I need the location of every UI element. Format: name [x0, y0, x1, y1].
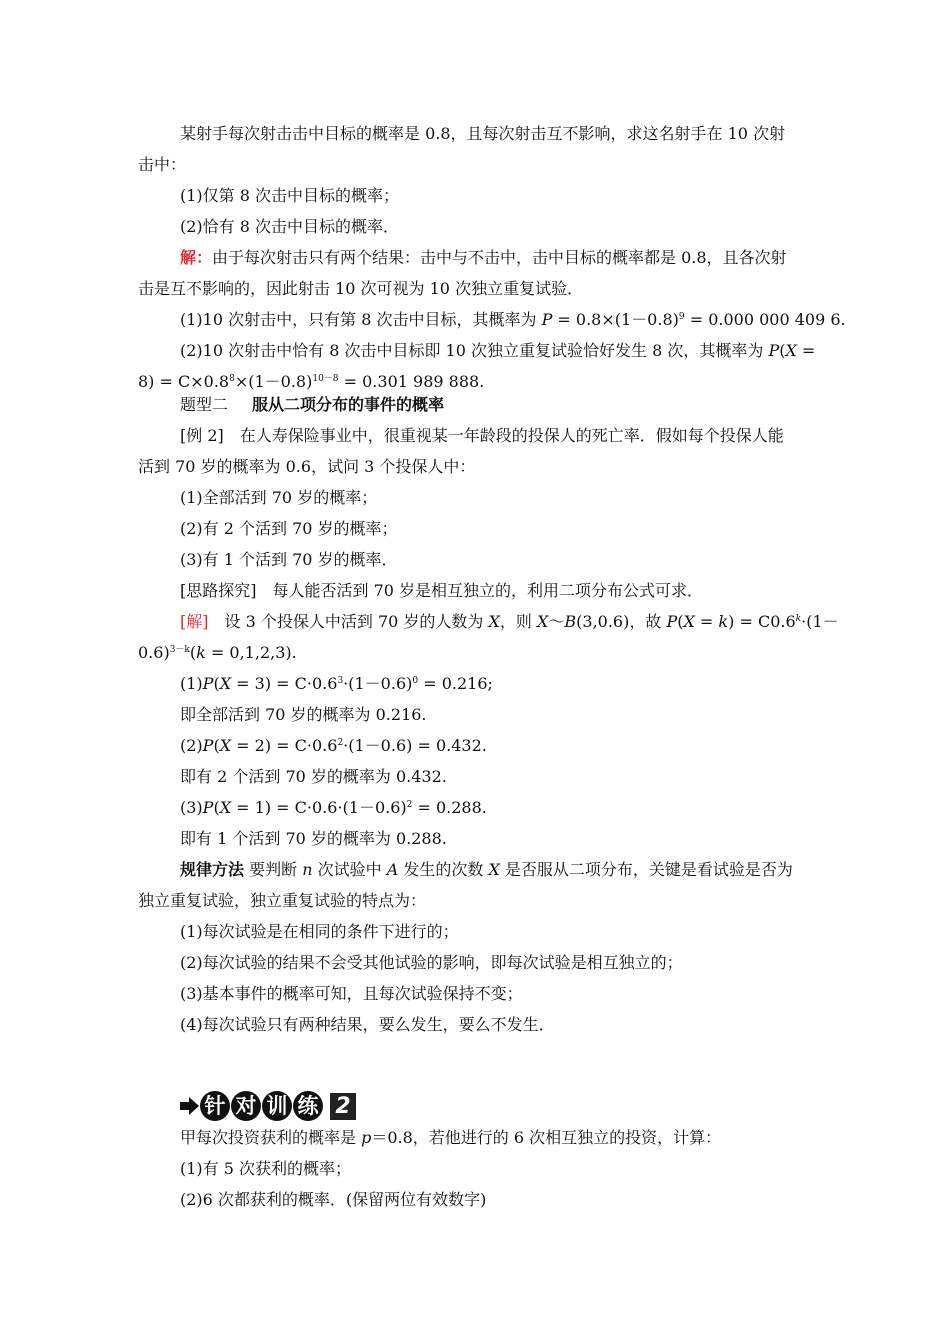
training-char: 练: [293, 1091, 323, 1121]
method-line2: 独立重复试验，独立重复试验的特点为：: [138, 891, 427, 910]
training-line1: 甲每次投资获利的概率是 p＝0.8，若他进行的 6 次相互独立的投资，计算：: [180, 1128, 722, 1147]
solution2-line1: [解] 设 3 个投保人中活到 70 岁的人数为 X，则 X～B(3,0.6)，故 $P(X = k) = C0.6^k\cdot(1-$: [180, 612, 839, 631]
solution1-line2: 击是互不影响的，因此射击 10 次可视为 10 次独立重复试验．: [138, 279, 584, 298]
training-char: 训: [262, 1091, 292, 1121]
type-heading-title: 服从二项分布的事件的概率: [252, 395, 445, 414]
example-tag: [例 2]: [180, 426, 224, 445]
example2-line2: 活到 70 岁的概率为 0.6，试问 3 个投保人中：: [138, 457, 476, 476]
training-title: [200, 1091, 323, 1121]
thinking-tag: [思路探究]: [180, 581, 257, 600]
example2-part-2: (2)有 2 个活到 70 岁的概率；: [180, 519, 398, 538]
solution2-step1: $(1)P(X = 3) = C\cdot 0.6^3\cdot(1-0.6)^0 = 0.216$;: [180, 674, 493, 693]
solution2-step2: $(2)P(X = 2) = C\cdot 0.6^2\cdot(1-0.6) = 0.432$.: [180, 736, 487, 755]
solution2-step3-note: 即有 1 个活到 70 岁的概率为 0.288.: [180, 829, 447, 848]
solution2-line2: 0.6)$^{3-k}$(k = 0,1,2,3).: [138, 643, 297, 662]
method-tag: 规律方法: [180, 860, 245, 879]
method-point-1: (1)每次试验是在相同的条件下进行的；: [180, 922, 459, 941]
solution1-part2-line2: $8) = C\times 0.8^8\times(1-0.8)^{10-8} = 0.301$ 989 888.: [138, 372, 485, 391]
method-point-3: (3)基本事件的概率可知，且每次试验保持不变；: [180, 984, 523, 1003]
training-banner: [180, 1091, 380, 1121]
problem-intro-line2: 击中：: [138, 155, 187, 174]
solution2-tag: [解]: [180, 612, 209, 631]
solution2-step1-note: 即全部活到 70 岁的概率为 0.216.: [180, 705, 427, 724]
method-point-2: (2)每次试验的结果不会受其他试验的影响，即每次试验是相互独立的；: [180, 953, 683, 972]
solution2-step3: $(3)P(X = 1) = C\cdot 0.6\cdot(1-0.6)^2 = 0.288$.: [180, 798, 487, 817]
problem-part-2: (2)恰有 8 次击中目标的概率．: [180, 217, 400, 236]
training-part-2: (2)6 次都获利的概率．(保留两位有效数字): [180, 1190, 487, 1209]
training-char: 对: [231, 1091, 261, 1121]
training-number: 2: [330, 1093, 356, 1120]
method-line1: 规律方法 要判断 n 次试验中 A 发生的次数 X 是否服从二项分布，关键是看试验是否为: [180, 860, 793, 879]
arrow-head-icon: [189, 1097, 199, 1115]
solution1-line1: 解：由于每次射击只有两个结果：击中与不击中，击中目标的概率都是 0.8，且各次射: [180, 248, 787, 267]
type-heading: [180, 395, 444, 415]
solution-label: 解：: [180, 248, 213, 267]
training-part-1: (1)有 5 次获利的概率；: [180, 1159, 352, 1178]
example2-line1: [例 2] 在人寿保险事业中，很重视某一年龄段的投保人的死亡率．假如每个投保人能: [180, 426, 784, 445]
problem-intro-line1: 某射手每次射击击中目标的概率是 0.8，且每次射击互不影响，求这名射手在 10 次射: [180, 124, 786, 143]
solution2-step2-note: 即有 2 个活到 70 岁的概率为 0.432.: [180, 767, 447, 786]
problem-part-1: (1)仅第 8 次击中目标的概率；: [180, 186, 400, 205]
solution1-part2-line1: (2)10 次射击中恰有 8 次击中目标即 10 次独立重复试验恰好发生 8 次，其概率为 P(X =: [180, 341, 816, 360]
thinking-line: [思路探究] 每人能否活到 70 岁是相互独立的，利用二项分布公式可求．: [180, 581, 704, 600]
solution1-part1: (1)10 次射击中，只有第 8 次击中目标，其概率为 $P = 0.8\times(1-0.8)^9 = 0.000$ 000 409 6.: [180, 310, 846, 329]
method-point-4: (4)每次试验只有两种结果，要么发生，要么不发生．: [180, 1015, 555, 1034]
example2-part-3: (3)有 1 个活到 70 岁的概率．: [180, 550, 398, 569]
training-char: 针: [200, 1091, 230, 1121]
type-heading-label: 题型二: [180, 395, 229, 414]
example2-part-1: (1)全部活到 70 岁的概率；: [180, 488, 378, 507]
